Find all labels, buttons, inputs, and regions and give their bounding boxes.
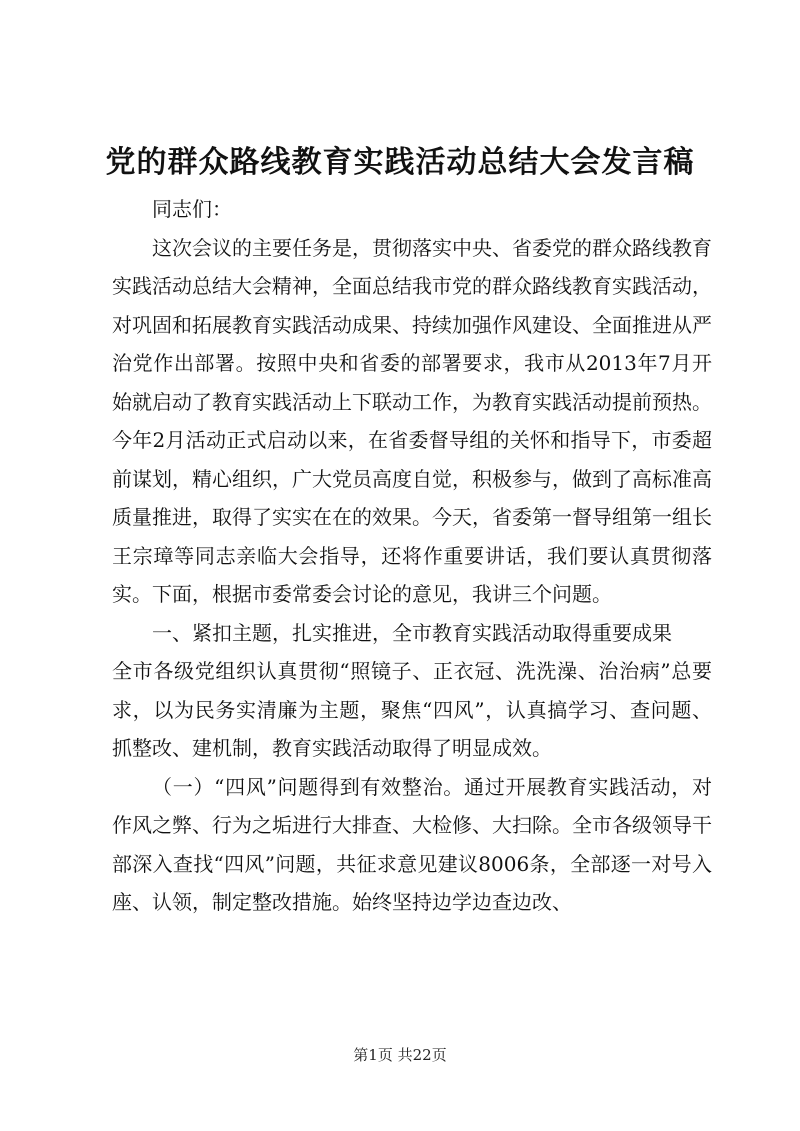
section-heading: 一、紧扣主题，扎实推进，全市教育实践活动取得重要成果: [152, 620, 672, 645]
body-paragraph: 这次会议的主要任务是，贯彻落实中央、省委党的群众路线教育实践活动总结大会精神，全面总结我市党的群众路线教育实践活动，对巩固和拓展教育实践活动成果、持续加强作风建设、全面推进从严治党作出部署。按照中央和省委的部署要求，我市从2013年7月开始就启动了教育实践活动上下联动工作，为教育实践活动提前预热。今年2月活动正式启动以来，在省委督导组的关怀和指导下，市委超前谋划，精心组织，广大党员高度自觉，积极参与，做到了高标准高质量推进，取得了实实在在的效果。今天，省委第一督导组第一组长王宗璋等同志亲临大会指导，还将作重要讲话，我们要认真贯彻落实。下面，根据市委常委会讨论的意见，我讲三个问题。: [112, 235, 712, 606]
body-paragraph: 全市各级党组织认真贯彻“照镜子、正衣冠、洗洗澡、治治病”总要求，以为民务实清廉为主题，聚焦“四风”，认真搞学习、查问题、抓整改、建机制，教育实践活动取得了明显成效。: [112, 659, 712, 760]
subsection-paragraph: （一）“四风”问题得到有效整治。通过开展教育实践活动，对作风之弊、行为之垢进行大排查、大检修、大扫除。全市各级领导干部深入查找“四风”问题，共征求意见建议8006条，全部逐一对号入座、认领，制定整改措施。始终坚持边学边查边改、: [112, 774, 712, 914]
document-title: 党的群众路线教育实践活动总结大会发言稿: [105, 145, 695, 180]
salutation-paragraph: 同志们：: [152, 197, 232, 221]
page-number-footer: 第1页 共22页: [353, 1046, 447, 1064]
document-body: [112, 190, 712, 922]
